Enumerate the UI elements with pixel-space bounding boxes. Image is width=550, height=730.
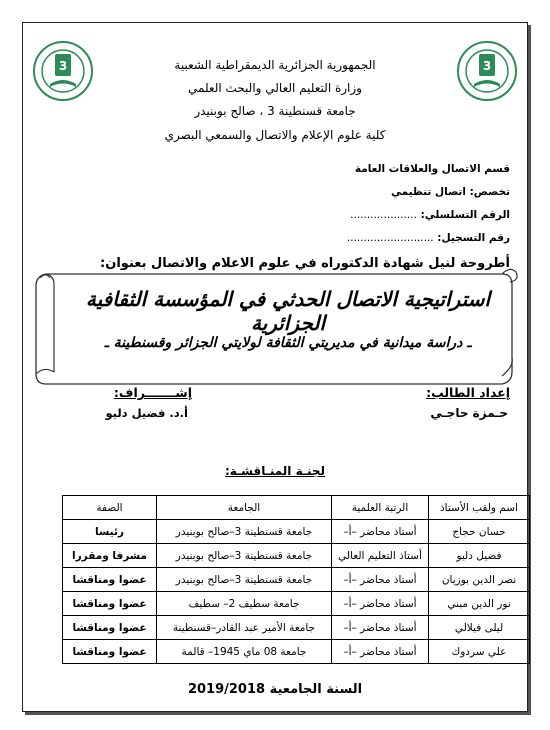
member-university: جامعة الأمير عبد القادر–قسنطينة [157, 616, 332, 640]
supervisor-label: إشـــــــراف: [113, 385, 192, 400]
member-role: عضوا ومناقشا [63, 592, 157, 616]
specialty: تخصص: اتصال تنظيمي [390, 186, 510, 198]
table-row [63, 520, 530, 544]
academic-year: السنة الجامعية 2019/2018 [187, 682, 363, 697]
member-university: جامعة قسنطينة 3–صالح بوبنيدر [157, 544, 332, 568]
university-name: جامعة قسنطينة 3 ، صالح بوبنيدر [194, 104, 356, 118]
member-university: جامعة سطيف 2– سطيف [157, 592, 332, 616]
registration-dots: .......................... [346, 232, 434, 244]
member-rank: أستاذ محاضر –أ– [332, 568, 429, 592]
col-header-name: اسم ولقب الأستاذ [429, 496, 530, 520]
member-rank: أستاذ محاضر –أ– [332, 520, 429, 544]
table-row [63, 544, 530, 568]
serial-number [350, 209, 510, 221]
registration-label: رقم التسجيل: [437, 232, 510, 244]
member-role: مشرفا ومقررا [63, 544, 157, 568]
republic-name: الجمهورية الجزائرية الديمقراطية الشعبية [174, 58, 376, 72]
registration-number [347, 232, 510, 244]
member-role: رئيسا [63, 520, 157, 544]
table-row [63, 568, 530, 592]
member-name: فضيل دليو [429, 544, 530, 568]
svg-text:3: 3 [58, 59, 68, 73]
member-university: جامعة قسنطينة 3–صالح بوبنيدر [157, 568, 332, 592]
department-name: قسم الاتصال والعلاقات العامة [354, 163, 510, 175]
member-rank: أستاذ محاضر –أ– [332, 616, 429, 640]
supervisor-name: أ.د. فضيل دليو [105, 406, 188, 420]
member-university: جامعة قسنطينة 3–صالح بوبنيدر [157, 520, 332, 544]
col-header-university: الجامعة [157, 496, 332, 520]
table-row [63, 616, 530, 640]
serial-label: الرقم التسلسلي: [420, 209, 510, 221]
member-name: نصر الدين بوزيان [429, 568, 530, 592]
svg-text:3: 3 [482, 59, 492, 73]
committee-heading: لجنـة المنـاقشـة: [224, 464, 326, 478]
thesis-intro: أطروحة لنيل شهادة الدكتوراه في علوم الاعلام والاتصال بعنوان: [100, 256, 510, 271]
member-name: علي سردوك [429, 640, 530, 664]
ministry-name: وزارة التعليم العالي والبحث العلمي [188, 81, 362, 95]
table-row [63, 640, 530, 664]
member-rank: أستاذ التعليم العالي [332, 544, 429, 568]
thesis-title: استراتيجية الاتصال الحدثي في المؤسسة الثقافية الجزائرية [85, 287, 491, 335]
member-name: نور الدين مبني [429, 592, 530, 616]
student-name: حـمزة حاجـي [430, 406, 508, 420]
col-header-rank: الرتبة العلمية [332, 496, 429, 520]
committee-table [62, 495, 530, 664]
col-header-role: الصفة [63, 496, 157, 520]
serial-dots: .................... [350, 209, 417, 221]
member-name: حسان حجاج [429, 520, 530, 544]
table-row [63, 592, 530, 616]
member-name: ليلى فيلالي [429, 616, 530, 640]
thesis-subtitle: ـ دراسة ميدانية في مديريتي الثقافة لولايتي الجزائر وقسنطينة ـ [104, 335, 472, 351]
member-role: عضوا ومناقشا [63, 616, 157, 640]
member-rank: أستاذ محاضر –أ– [332, 592, 429, 616]
member-rank: أستاذ محاضر –أ– [332, 640, 429, 664]
member-role: عضوا ومناقشا [63, 568, 157, 592]
member-university: جامعة 08 ماي 1945– قالمة [157, 640, 332, 664]
faculty-name: كلية علوم الإعلام والاتصال والسمعي البصري [164, 128, 386, 142]
member-role: عضوا ومناقشا [63, 640, 157, 664]
committee-table-header-row [63, 496, 530, 520]
student-label: إعداد الطالب: [426, 385, 510, 400]
